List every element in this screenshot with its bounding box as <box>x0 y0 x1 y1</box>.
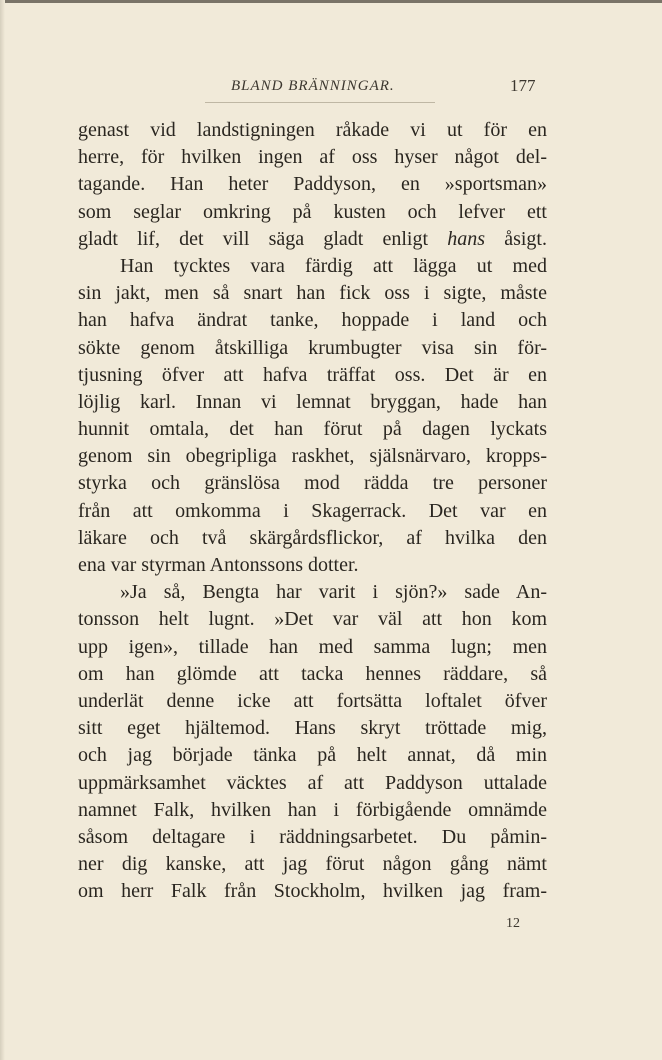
text-line: sökte genom åtskilliga krumbugter visa sin för- <box>78 336 547 359</box>
text-line: tagande. Han heter Paddyson, en »sportsman» <box>78 173 547 196</box>
page-top-edge <box>0 0 662 3</box>
text-line: hunnit omtala, det han förut på dagen lyckats <box>78 418 547 441</box>
text-line: sin jakt, men så snart han fick oss i sigte, måste <box>78 282 547 305</box>
text-line: tonsson helt lugnt. »Det var väl att hon kom <box>78 608 547 631</box>
text-line: styrka och gränslösa mod rädda tre personer <box>78 472 547 495</box>
text-line: han hafva ändrat tanke, hoppade i land och <box>78 309 547 332</box>
text-line: sitt eget hjältemod. Hans skryt tröttade mig, <box>78 717 547 740</box>
text-line: löjlig karl. Innan vi lemnat bryggan, hade han <box>78 390 547 413</box>
page-number: 177 <box>510 76 536 95</box>
text-line: från att omkomma i Skagerrack. Det var en <box>78 499 547 522</box>
running-head: BLAND BRÄNNINGAR. <box>231 78 395 94</box>
signature-mark: 12 <box>506 916 520 931</box>
text-line: ena var styrman Antonssons dotter. <box>78 554 359 576</box>
text-line: herre, för hvilken ingen af oss hyser något del- <box>78 146 547 169</box>
text-line: och jag började tänka på helt annat, då min <box>78 744 547 767</box>
text-segment: gladt lif, det vill säga gladt enligt <box>78 227 448 250</box>
text-line: upp igen», tillade han med samma lugn; men <box>78 635 547 658</box>
body-text <box>78 117 547 905</box>
text-line: om han glömde att tacka hennes räddare, så <box>78 662 547 685</box>
text-line: genom sin obegripliga raskhet, själsnärvaro, kropps- <box>78 445 547 468</box>
text-line: uppmärksamhet väcktes af att Paddyson uttalade <box>78 771 547 794</box>
header-rule <box>205 102 435 103</box>
text-line: tjusning öfver att hafva träffat oss. Det är en <box>78 363 547 386</box>
text-line: Han tycktes vara färdig att lägga ut med <box>120 254 547 277</box>
page-gutter-shadow <box>0 0 5 1060</box>
text-line <box>78 226 547 253</box>
text-line: namnet Falk, hvilken han i förbigående omnämde <box>78 798 547 821</box>
emphasized-word: hans <box>447 227 486 250</box>
text-line: om herr Falk från Stockholm, hvilken jag fram- <box>78 880 547 903</box>
text-segment: åsigt. <box>485 227 547 250</box>
text-line: underlät denne icke att fortsätta loftalet öfver <box>78 689 547 712</box>
text-line: »Ja så, Bengta har varit i sjön?» sade An- <box>120 581 547 604</box>
text-line: ner dig kanske, att jag förut någon gång nämt <box>78 853 547 876</box>
text-line: som seglar omkring på kusten och lefver ett <box>78 200 547 223</box>
text-line: såsom deltagare i räddningsarbetet. Du påmin- <box>78 825 547 848</box>
text-line: genast vid landstigningen råkade vi ut för en <box>78 119 547 141</box>
text-line: läkare och två skärgårdsflickor, af hvilka den <box>78 526 547 549</box>
